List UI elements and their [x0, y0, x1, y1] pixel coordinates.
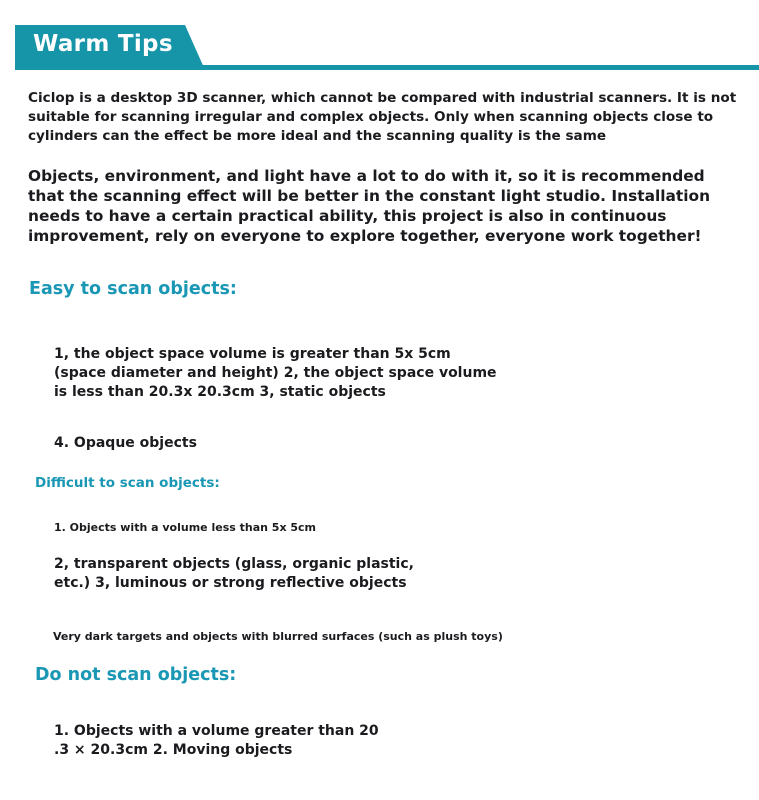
difficult-objects-item-3: Very dark targets and objects with blurred surfaces (such as plush toys)	[53, 630, 503, 643]
section-header	[0, 0, 759, 75]
difficult-objects-item-1: 1. Objects with a volume less than 5x 5cm	[54, 521, 317, 534]
page-title: Warm Tips	[33, 31, 173, 57]
easy-objects-item-1: 1, the object space volume is greater than 5x 5cm (space diameter and height) 2, the object space volume is less than 20.3x 20.3cm 3, static objects	[54, 346, 497, 400]
header-underline	[15, 65, 759, 70]
intro-paragraph-2: Objects, environment, and light have a lot to do with it, so it is recommended that the scanning effect will be better in the constant light studio. Installation needs to have a certain practical ability, this project is also in continuous improvement, rely on everyone to explore together, everyone work together!	[28, 167, 711, 245]
easy-objects-heading: Easy to scan objects:	[29, 279, 237, 299]
intro-paragraph-1: Ciclop is a desktop 3D scanner, which cannot be compared with industrial scanners. It is not suitable for scanning irregular and complex objects. Only when scanning objects close to cylinders can the effect be more ideal and the scanning quality is the same	[28, 90, 737, 144]
difficult-objects-item-2: 2, transparent objects (glass, organic plastic, etc.) 3, luminous or strong reflective objects	[54, 556, 414, 591]
easy-objects-item-2: 4. Opaque objects	[54, 435, 197, 451]
do-not-scan-heading: Do not scan objects:	[35, 665, 237, 685]
do-not-scan-item-1: 1. Objects with a volume greater than 20 .3 × 20.3cm 2. Moving objects	[54, 723, 379, 758]
difficult-objects-heading: Difficult to scan objects:	[35, 475, 220, 491]
